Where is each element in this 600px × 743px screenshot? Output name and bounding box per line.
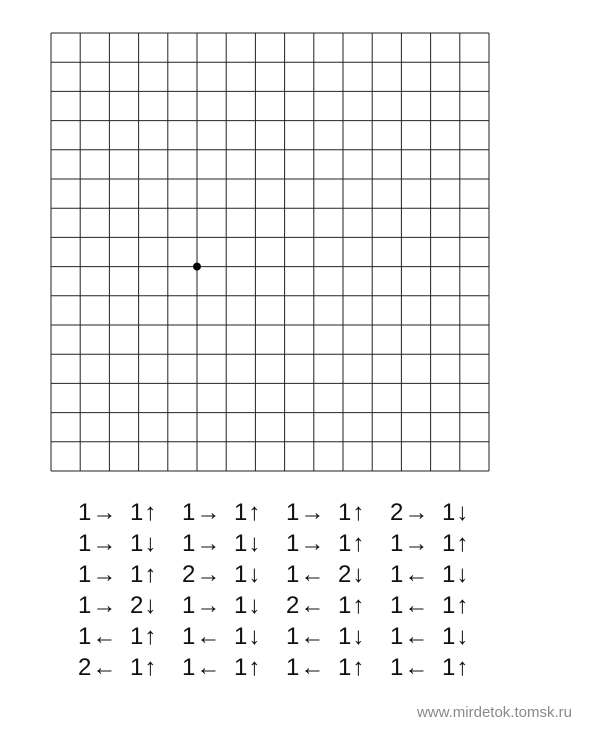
instruction-step: 1← [390,560,430,588]
instruction-row [78,652,498,683]
instruction-row [78,590,498,621]
instruction-step: 1← [78,622,118,650]
instruction-step: 2→ [182,560,222,588]
instruction-step: 1← [390,591,430,619]
instruction-step: 1→ [182,529,222,557]
instruction-step: 1→ [390,529,430,557]
instruction-step: 1→ [78,498,118,526]
instruction-step: 1→ [78,591,118,619]
instruction-step: 2← [78,653,118,681]
instruction-step: 1↑ [130,498,158,526]
instruction-step: 1↑ [130,560,158,588]
instruction-step: 1↓ [442,560,470,588]
instruction-step: 1→ [286,529,326,557]
instruction-step: 1→ [182,498,222,526]
instruction-step: 1← [390,622,430,650]
instruction-step: 1↓ [442,498,470,526]
instruction-step: 1↑ [442,591,470,619]
instruction-step: 1↓ [234,622,262,650]
instruction-step: 1↓ [338,622,366,650]
instruction-step: 1→ [78,560,118,588]
instruction-step: 1↑ [130,622,158,650]
instruction-step: 1↓ [234,591,262,619]
instruction-step: 1← [286,622,326,650]
instruction-step: 1← [182,653,222,681]
instruction-step: 1↑ [338,529,366,557]
instruction-step: 2← [286,591,326,619]
instruction-step: 1↓ [234,529,262,557]
instruction-row [78,528,498,559]
instruction-step: 1↑ [234,653,262,681]
start-dot [193,263,201,271]
instruction-step: 1↓ [234,560,262,588]
instruction-step: 1→ [182,591,222,619]
instruction-step: 1← [390,653,430,681]
instruction-step: 1→ [286,498,326,526]
instruction-step: 1↑ [234,498,262,526]
instruction-step: 2↓ [130,591,158,619]
instruction-step: 2↓ [338,560,366,588]
instruction-step: 1↓ [442,622,470,650]
instruction-step: 2→ [390,498,430,526]
instruction-step: 1↑ [338,498,366,526]
instruction-row [78,497,498,528]
instruction-row [78,621,498,652]
instruction-step: 1↑ [338,591,366,619]
footer-url: www.mirdetok.tomsk.ru [416,704,572,721]
instruction-step: 1↑ [338,653,366,681]
instruction-step: 1← [286,560,326,588]
instruction-step: 1↑ [442,653,470,681]
instruction-step: 1→ [78,529,118,557]
instruction-step: 1↑ [130,653,158,681]
instruction-step: 1↓ [130,529,158,557]
instruction-step: 1↑ [442,529,470,557]
instruction-step: 1← [286,653,326,681]
instructions-table [78,497,498,683]
instruction-row [78,559,498,590]
instruction-step: 1← [182,622,222,650]
